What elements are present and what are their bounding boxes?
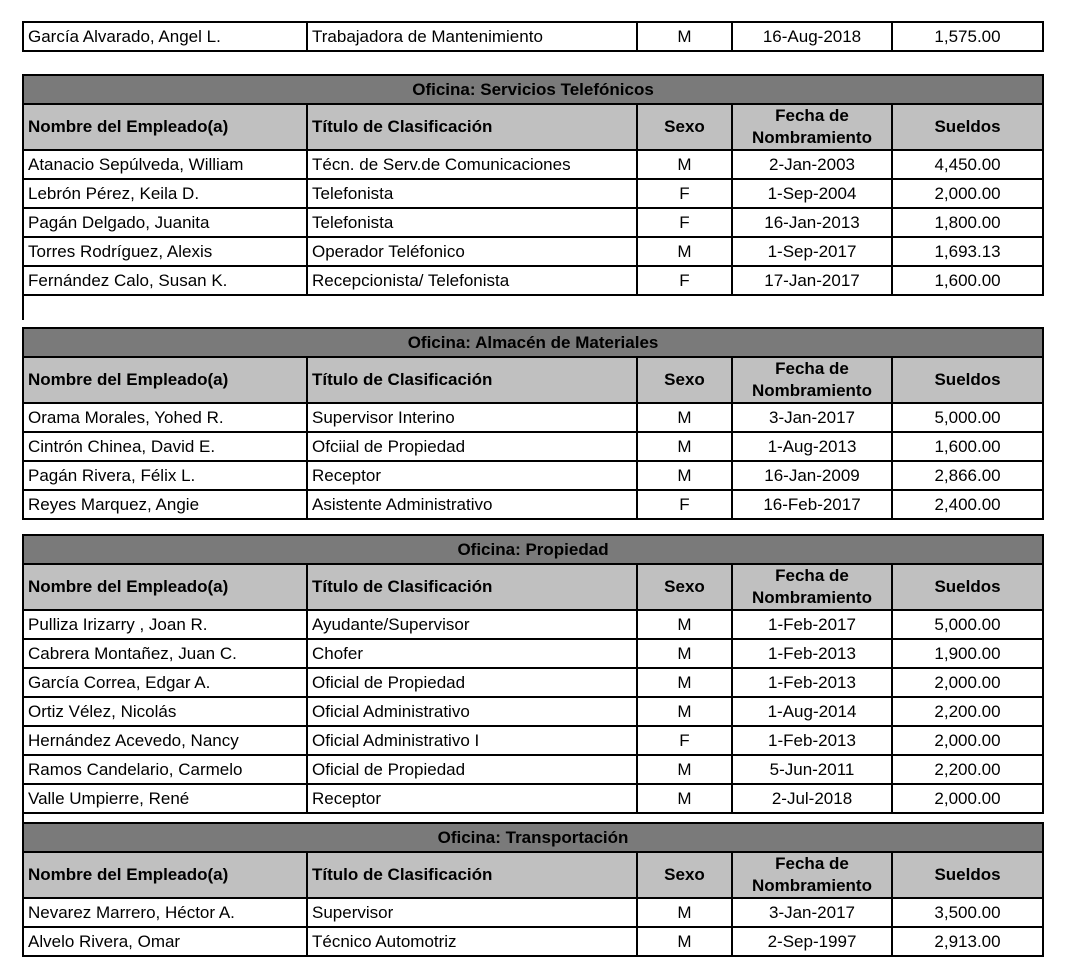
col-header-title: Título de Clasificación	[307, 104, 637, 150]
employee-sex: M	[637, 237, 732, 266]
col-header-name: Nombre del Empleado(a)	[23, 357, 307, 403]
employee-salary: 1,800.00	[892, 208, 1043, 237]
employee-title: Supervisor Interino	[307, 403, 637, 432]
col-header-date-line2: Nombramiento	[752, 128, 872, 147]
table-row	[23, 461, 1043, 490]
table-row	[23, 179, 1043, 208]
employee-title: Oficial de Propiedad	[307, 755, 637, 784]
employee-sex: M	[637, 461, 732, 490]
table-row	[23, 150, 1043, 179]
col-header-date	[732, 104, 892, 150]
table-row	[23, 755, 1043, 784]
col-header-date-line1: Fecha de	[775, 854, 849, 873]
employee-name: Lebrón Pérez, Keila D.	[23, 179, 307, 208]
table-row	[23, 927, 1043, 956]
employee-sex: M	[637, 668, 732, 697]
col-header-sex: Sexo	[637, 104, 732, 150]
employee-salary: 1,900.00	[892, 639, 1043, 668]
employee-date: 1-Sep-2017	[732, 237, 892, 266]
employee-salary: 2,000.00	[892, 179, 1043, 208]
employee-sex: M	[637, 150, 732, 179]
employee-sex: M	[637, 755, 732, 784]
office-title: Oficina: Servicios Telefónicos	[23, 75, 1043, 104]
employee-title: Técn. de Serv.de Comunicaciones	[307, 150, 637, 179]
employee-title: Telefonista	[307, 179, 637, 208]
employee-salary: 4,450.00	[892, 150, 1043, 179]
col-header-title: Título de Clasificación	[307, 852, 637, 898]
employee-date: 1-Feb-2017	[732, 610, 892, 639]
employee-title: Telefonista	[307, 208, 637, 237]
col-header-date-line1: Fecha de	[775, 359, 849, 378]
employee-sex: F	[637, 208, 732, 237]
employee-salary: 2,913.00	[892, 927, 1043, 956]
employee-title: Oficial Administrativo I	[307, 726, 637, 755]
employee-salary: 2,200.00	[892, 697, 1043, 726]
table-row	[23, 208, 1043, 237]
office-title: Oficina: Almacén de Materiales	[23, 328, 1043, 357]
employee-date: 1-Aug-2013	[732, 432, 892, 461]
col-header-date-line2: Nombramiento	[752, 588, 872, 607]
employee-salary: 1,600.00	[892, 266, 1043, 295]
employee-name: Hernández Acevedo, Nancy	[23, 726, 307, 755]
employee-name: Reyes Marquez, Angie	[23, 490, 307, 519]
employee-sex: F	[637, 726, 732, 755]
employee-date: 1-Feb-2013	[732, 668, 892, 697]
employee-sex: F	[637, 490, 732, 519]
employee-date: 5-Jun-2011	[732, 755, 892, 784]
employee-date: 1-Aug-2014	[732, 697, 892, 726]
employee-name: García Correa, Edgar A.	[23, 668, 307, 697]
col-header-date	[732, 564, 892, 610]
employee-title: Chofer	[307, 639, 637, 668]
col-header-date-line1: Fecha de	[775, 106, 849, 125]
table-row	[23, 266, 1043, 295]
col-header-sex: Sexo	[637, 357, 732, 403]
employee-title: Ofciial de Propiedad	[307, 432, 637, 461]
employee-sex: M	[637, 22, 732, 51]
employee-salary: 2,200.00	[892, 755, 1043, 784]
employee-name: Ramos Candelario, Carmelo	[23, 755, 307, 784]
employee-title: Oficial Administrativo	[307, 697, 637, 726]
table-row	[23, 898, 1043, 927]
office-title: Oficina: Propiedad	[23, 535, 1043, 564]
employee-sex: M	[637, 697, 732, 726]
employee-name: Pagán Delgado, Juanita	[23, 208, 307, 237]
employee-title: Técnico Automotriz	[307, 927, 637, 956]
table-row	[23, 432, 1043, 461]
col-header-title: Título de Clasificación	[307, 564, 637, 610]
col-header-date-line2: Nombramiento	[752, 381, 872, 400]
employee-name: Cabrera Montañez, Juan C.	[23, 639, 307, 668]
employee-date: 16-Aug-2018	[732, 22, 892, 51]
table-row	[23, 668, 1043, 697]
employee-date: 16-Jan-2013	[732, 208, 892, 237]
table-header-row	[23, 564, 1043, 610]
employee-date: 2-Jan-2003	[732, 150, 892, 179]
employee-salary: 3,500.00	[892, 898, 1043, 927]
office-table-servicios-telefonicos	[22, 74, 1044, 320]
employee-salary: 1,693.13	[892, 237, 1043, 266]
employee-sex: F	[637, 266, 732, 295]
table-row	[23, 726, 1043, 755]
col-header-name: Nombre del Empleado(a)	[23, 852, 307, 898]
table-row	[23, 403, 1043, 432]
table-header-row	[23, 852, 1043, 898]
employee-name: Atanacio Sepúlveda, William	[23, 150, 307, 179]
employee-title: Ayudante/Supervisor	[307, 610, 637, 639]
col-header-salary: Sueldos	[892, 357, 1043, 403]
employee-name: Torres Rodríguez, Alexis	[23, 237, 307, 266]
table-row	[23, 639, 1043, 668]
employee-date: 2-Sep-1997	[732, 927, 892, 956]
office-table-transportacion	[22, 822, 1044, 957]
employee-name: Pagán Rivera, Félix L.	[23, 461, 307, 490]
employee-sex: M	[637, 927, 732, 956]
employee-title: Operador Teléfonico	[307, 237, 637, 266]
employee-title: Oficial de Propiedad	[307, 668, 637, 697]
col-header-salary: Sueldos	[892, 852, 1043, 898]
employee-salary: 5,000.00	[892, 610, 1043, 639]
col-header-date-line1: Fecha de	[775, 566, 849, 585]
employee-salary: 2,000.00	[892, 784, 1043, 813]
table-row	[23, 784, 1043, 813]
employee-name: Nevarez Marrero, Héctor A.	[23, 898, 307, 927]
employee-salary: 2,400.00	[892, 490, 1043, 519]
col-header-date	[732, 852, 892, 898]
table-row	[23, 237, 1043, 266]
employee-name: Pulliza Irizarry , Joan R.	[23, 610, 307, 639]
employee-title: Receptor	[307, 784, 637, 813]
employee-title: Asistente Administrativo	[307, 490, 637, 519]
employee-salary: 2,000.00	[892, 668, 1043, 697]
employee-date: 1-Sep-2004	[732, 179, 892, 208]
table-header-row	[23, 104, 1043, 150]
col-header-title: Título de Clasificación	[307, 357, 637, 403]
employee-name: García Alvarado, Angel L.	[23, 22, 307, 51]
employee-name: Fernández Calo, Susan K.	[23, 266, 307, 295]
employee-title: Trabajadora de Mantenimiento	[307, 22, 637, 51]
col-header-date	[732, 357, 892, 403]
employee-salary: 5,000.00	[892, 403, 1043, 432]
employee-date: 3-Jan-2017	[732, 898, 892, 927]
col-header-salary: Sueldos	[892, 564, 1043, 610]
employee-salary: 2,000.00	[892, 726, 1043, 755]
employee-date: 1-Feb-2013	[732, 639, 892, 668]
employee-title: Supervisor	[307, 898, 637, 927]
employee-salary: 1,575.00	[892, 22, 1043, 51]
col-header-name: Nombre del Empleado(a)	[23, 564, 307, 610]
table-row	[23, 22, 1043, 51]
col-header-salary: Sueldos	[892, 104, 1043, 150]
col-header-name: Nombre del Empleado(a)	[23, 104, 307, 150]
employee-sex: M	[637, 432, 732, 461]
employee-date: 1-Feb-2013	[732, 726, 892, 755]
table-row	[23, 697, 1043, 726]
employee-date: 17-Jan-2017	[732, 266, 892, 295]
employee-title: Receptor	[307, 461, 637, 490]
top-row-table	[22, 21, 1044, 52]
office-table-almacen-de-materiales	[22, 327, 1044, 520]
employee-date: 2-Jul-2018	[732, 784, 892, 813]
employee-salary: 2,866.00	[892, 461, 1043, 490]
employee-sex: M	[637, 784, 732, 813]
employee-date: 16-Jan-2009	[732, 461, 892, 490]
employee-name: Cintrón Chinea, David E.	[23, 432, 307, 461]
table-header-row	[23, 357, 1043, 403]
employee-date: 16-Feb-2017	[732, 490, 892, 519]
office-title: Oficina: Transportación	[23, 823, 1043, 852]
employee-salary: 1,600.00	[892, 432, 1043, 461]
col-header-sex: Sexo	[637, 852, 732, 898]
employee-sex: M	[637, 403, 732, 432]
employee-sex: M	[637, 610, 732, 639]
employee-sex: M	[637, 639, 732, 668]
employee-name: Valle Umpierre, René	[23, 784, 307, 813]
employee-name: Alvelo Rivera, Omar	[23, 927, 307, 956]
employee-title: Recepcionista/ Telefonista	[307, 266, 637, 295]
office-table-propiedad	[22, 534, 1044, 838]
table-row	[23, 610, 1043, 639]
employee-date: 3-Jan-2017	[732, 403, 892, 432]
employee-name: Orama Morales, Yohed R.	[23, 403, 307, 432]
employee-name: Ortiz Vélez, Nicolás	[23, 697, 307, 726]
employee-sex: F	[637, 179, 732, 208]
col-header-date-line2: Nombramiento	[752, 876, 872, 895]
col-header-sex: Sexo	[637, 564, 732, 610]
employee-sex: M	[637, 898, 732, 927]
table-row	[23, 490, 1043, 519]
